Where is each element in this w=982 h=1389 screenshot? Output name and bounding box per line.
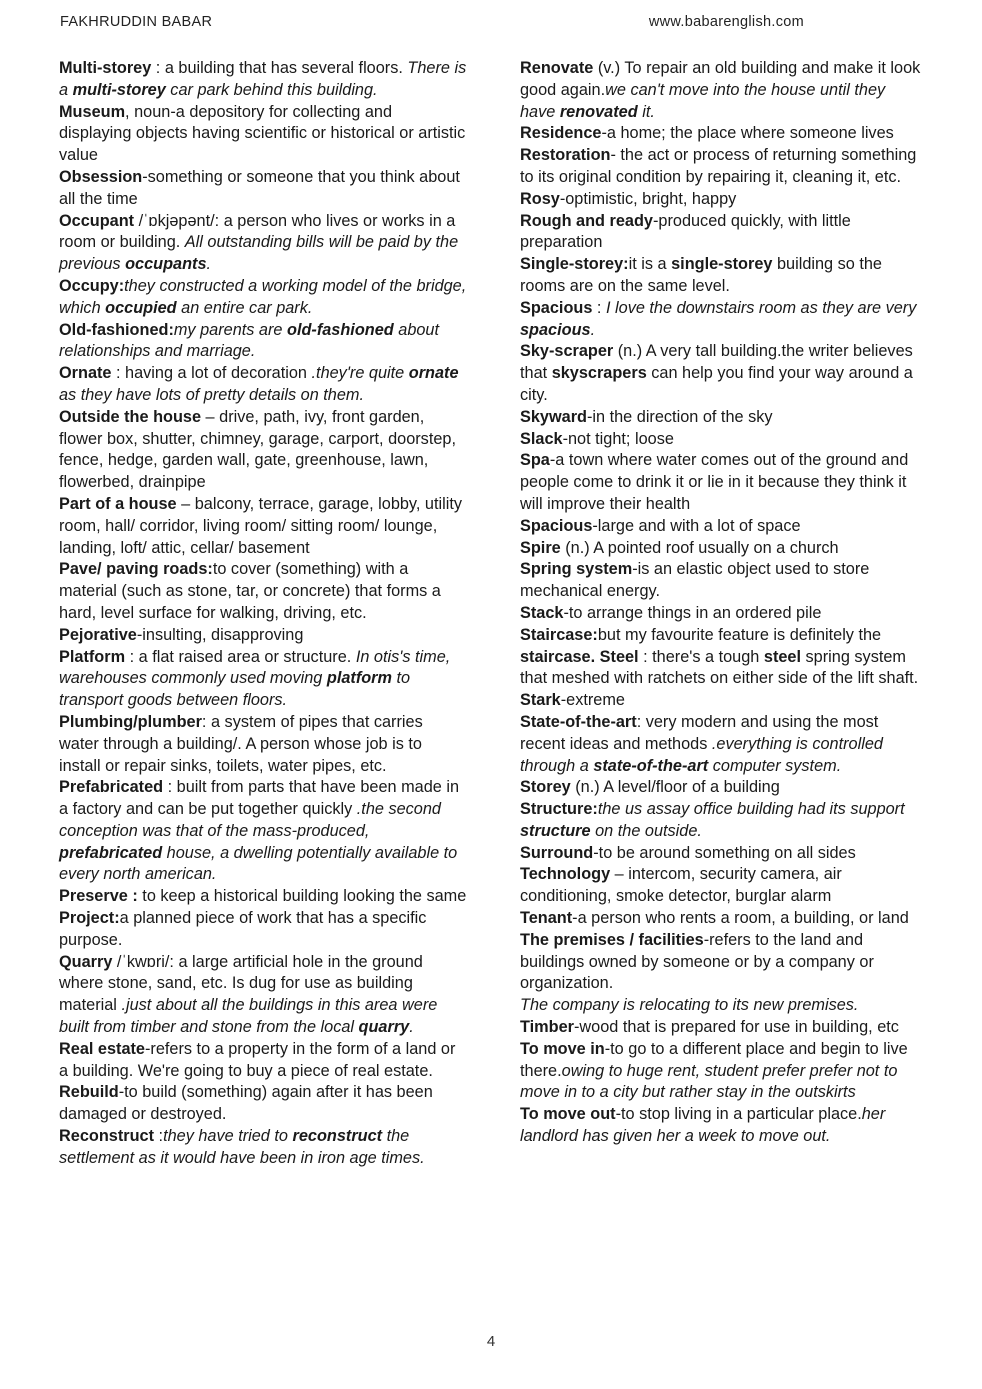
example-text: .they're quite bbox=[311, 364, 409, 383]
term: Slack bbox=[520, 429, 563, 448]
glossary-entry bbox=[59, 1082, 467, 1126]
term: Skyward bbox=[520, 407, 587, 426]
example-text: on the outside. bbox=[590, 821, 702, 840]
term: Stark bbox=[520, 691, 561, 710]
author-name: FAKHRUDDIN BABAR bbox=[60, 14, 213, 30]
term: Reconstruct bbox=[59, 1127, 154, 1146]
definition-text: : a building that has several floors. bbox=[151, 59, 408, 77]
term: The premises / facilities bbox=[520, 930, 704, 949]
definition-text: building so the rooms are on the same level. bbox=[520, 255, 882, 295]
example-text: her landlord has given her a week to move out. bbox=[520, 1105, 886, 1146]
term: Old-fashioned: bbox=[59, 320, 174, 339]
example-text: The company is relocating to its new premises. bbox=[520, 996, 859, 1015]
term: Surround bbox=[520, 843, 594, 862]
example-text: the us assay office building had its support bbox=[597, 800, 905, 819]
glossary-entry bbox=[59, 167, 467, 211]
term: Rough and ready bbox=[520, 211, 653, 230]
definition-text: -a home; the place where someone lives bbox=[601, 124, 894, 143]
definition-text: /ˈkwɒri/: a large artificial hole in the ground where stone, sand, etc. Is dug for use as building material bbox=[59, 952, 423, 1015]
glossary-entry bbox=[520, 995, 924, 1017]
example-term: occupants bbox=[125, 255, 207, 274]
glossary-entry bbox=[520, 690, 924, 712]
term: Rebuild bbox=[59, 1083, 119, 1102]
definition-text: (n.) A pointed roof usually on a church bbox=[560, 538, 839, 557]
example-text: they have tried to bbox=[163, 1127, 293, 1146]
example-text: There is a bbox=[59, 59, 467, 99]
definition-text: -not tight; loose bbox=[562, 429, 674, 448]
definition-text: -large and with a lot of space bbox=[592, 516, 801, 535]
term: State-of-the-art bbox=[520, 712, 637, 731]
example-text: . bbox=[590, 320, 596, 339]
definition-text: -extreme bbox=[560, 691, 625, 710]
term: Part of a house bbox=[59, 494, 177, 513]
definition-text: to keep a historical building looking the same bbox=[137, 887, 467, 906]
definition-text: to cover (something) with a material (such as stone, tar, or concrete) that forms a hard, level surface for walking, driving, etc. bbox=[59, 560, 441, 622]
definition-text: but my favourite feature is definitely the bbox=[597, 625, 882, 644]
definition-text: - the act or process of returning something to its original condition by repairing it, cleaning it, etc. bbox=[520, 146, 917, 186]
glossary-entry bbox=[520, 58, 924, 123]
term: Project: bbox=[59, 909, 120, 928]
definition-text: -refers to a property in the form of a land or a building. We're going to buy a piece of real estate. bbox=[59, 1039, 456, 1080]
definition-text: – drive, path, ivy, front garden, flower box, shutter, chimney, garage, carport, doorstep, fence, hedge, garden wall, gate, greenhouse, lawn, flowerbed, drainpipe bbox=[59, 407, 456, 492]
glossary-entry bbox=[59, 777, 467, 886]
term: Museum bbox=[59, 102, 126, 121]
definition-text: : a flat raised area or structure. bbox=[125, 647, 356, 666]
example-term: spacious bbox=[520, 320, 591, 339]
definition-text: (n.) A very tall building.the writer believes that bbox=[520, 342, 913, 383]
definition-text: it is a bbox=[628, 255, 672, 274]
glossary-entry bbox=[520, 799, 924, 843]
term: single-storey bbox=[671, 255, 773, 274]
glossary-entry bbox=[59, 58, 467, 102]
definition-text: (v.) To repair an old building and make it look good again. bbox=[520, 59, 921, 99]
definition-text: -to go to a different place and begin to live there. bbox=[520, 1039, 908, 1080]
glossary-entry bbox=[520, 538, 924, 560]
left-column bbox=[59, 58, 467, 1170]
definition-text: -to be around something on all sides bbox=[593, 843, 856, 862]
term: Timber bbox=[520, 1018, 574, 1037]
term: To move in bbox=[520, 1039, 605, 1058]
definition-text: : built from parts that have been made in a factory and can be put together quickly bbox=[59, 778, 460, 819]
example-text: All outstanding bills will be paid by the previous bbox=[59, 233, 459, 274]
example-text: to transport goods between floors. bbox=[59, 669, 411, 710]
term: Occupant bbox=[59, 211, 135, 230]
glossary-entry bbox=[520, 450, 924, 515]
glossary-entry bbox=[520, 559, 924, 603]
definition-text: – intercom, security camera, air conditioning, smoke detector, burglar alarm bbox=[520, 865, 842, 906]
definition-text: -to build (something) again after it has been damaged or destroyed. bbox=[59, 1083, 433, 1124]
example-term: platform bbox=[326, 669, 392, 688]
term: Structure: bbox=[520, 800, 598, 819]
term: Stack bbox=[520, 603, 564, 622]
glossary-entry bbox=[59, 494, 467, 559]
glossary-entry bbox=[59, 908, 467, 952]
definition-text: spring system that meshed with ratchets on either side of the lift shaft. bbox=[520, 647, 919, 688]
example-text: In otis's time, warehouses commonly used moving bbox=[59, 647, 451, 688]
example-term: structure bbox=[520, 821, 591, 840]
term: Single-storey: bbox=[520, 255, 629, 274]
glossary-entry bbox=[59, 211, 467, 276]
example-text: I love the downstairs room as they are very bbox=[605, 298, 917, 317]
definition-text: -in the direction of the sky bbox=[586, 407, 773, 426]
term: Multi-storey bbox=[59, 59, 152, 77]
glossary-entry bbox=[520, 407, 924, 429]
term: Pejorative bbox=[59, 625, 137, 644]
glossary-entry bbox=[520, 864, 924, 908]
example-text: about relationships and marriage. bbox=[59, 320, 440, 361]
definition-text: -to stop living in a particular place. bbox=[615, 1105, 862, 1124]
glossary-entry bbox=[59, 407, 467, 494]
example-term: occupied bbox=[105, 298, 177, 317]
term: Prefabricated bbox=[59, 778, 164, 797]
definition-text: -a person who rents a room, a building, or land bbox=[572, 909, 909, 928]
page-header bbox=[60, 14, 804, 38]
glossary-entry bbox=[59, 276, 467, 320]
example-text: house, a dwelling potentially available to every north american. bbox=[59, 843, 458, 884]
definition-text: : very modern and using the most recent ideas and methods bbox=[520, 712, 879, 753]
term: Outside the house bbox=[59, 407, 202, 426]
glossary-entry bbox=[520, 908, 924, 930]
glossary-entry bbox=[59, 1039, 467, 1083]
glossary-entry bbox=[59, 647, 467, 712]
glossary-entry bbox=[59, 625, 467, 647]
right-column bbox=[520, 58, 924, 1148]
example-term: prefabricated bbox=[59, 843, 163, 862]
glossary-entry bbox=[520, 298, 924, 342]
glossary-entry bbox=[520, 777, 924, 799]
term: Storey bbox=[520, 778, 571, 797]
definition-text: can help you find your way around a city. bbox=[520, 364, 913, 404]
example-text: . bbox=[206, 255, 212, 274]
glossary-entry bbox=[520, 930, 924, 995]
glossary-entry bbox=[520, 429, 924, 451]
term: Obsession bbox=[59, 167, 143, 186]
term: Pave/ paving roads: bbox=[59, 560, 213, 579]
definition-text: a planned piece of work that has a specific purpose. bbox=[59, 909, 427, 949]
term: Quarry bbox=[59, 952, 113, 971]
definition-text: – balcony, terrace, garage, lobby, utility room, hall/ corridor, living room/ sitting room/ lounge, landing, loft/ attic, cellar/ basement bbox=[59, 494, 462, 557]
glossary-entry bbox=[59, 712, 467, 777]
glossary-entry bbox=[520, 1039, 924, 1104]
glossary-entry bbox=[59, 320, 467, 364]
example-term: multi-storey bbox=[72, 80, 166, 99]
term: Renovate bbox=[520, 59, 594, 77]
example-text: an entire car park. bbox=[176, 298, 313, 317]
definition-text: -a town where water comes out of the ground and people come to drink it or lie in it because they think it will improve their health bbox=[520, 451, 909, 513]
glossary-entry bbox=[59, 363, 467, 407]
term: staircase. Steel bbox=[520, 647, 639, 666]
term: Spacious bbox=[520, 298, 593, 317]
definition-text: : there's a tough bbox=[638, 647, 764, 666]
glossary-entry bbox=[59, 952, 467, 1039]
glossary-entry bbox=[59, 102, 467, 167]
glossary-entry bbox=[520, 254, 924, 298]
definition-text: -to arrange things in an ordered pile bbox=[563, 603, 822, 622]
term: Ornate bbox=[59, 364, 112, 383]
example-term: renovated bbox=[559, 102, 638, 121]
term: Platform bbox=[59, 647, 126, 666]
term: Occupy: bbox=[59, 276, 125, 295]
definition-text: -insulting, disapproving bbox=[136, 625, 304, 644]
glossary-entry bbox=[520, 1017, 924, 1039]
term: To move out bbox=[520, 1105, 616, 1124]
glossary-entry bbox=[59, 886, 467, 908]
glossary-entry bbox=[59, 1126, 467, 1170]
definition-text: : a system of pipes that carries water through a building/. A person whose job is to install or repair sinks, toilets, water pipes, etc. bbox=[59, 712, 423, 775]
glossary-entry bbox=[520, 341, 924, 406]
example-text: .the second conception was that of the mass-produced, bbox=[59, 800, 441, 840]
term: Spire bbox=[520, 538, 561, 557]
example-term: ornate bbox=[408, 364, 459, 383]
glossary-entry bbox=[520, 712, 924, 777]
example-text: owing to huge rent, student prefer prefer not to move in to a city but rather stay in the outskirts bbox=[520, 1061, 898, 1102]
definition-text: -something or someone that you think about all the time bbox=[59, 167, 460, 208]
example-term: reconstruct bbox=[292, 1127, 383, 1146]
term: Spacious bbox=[520, 516, 593, 535]
example-text: we can't move into the house until they have bbox=[520, 80, 886, 121]
glossary-entry bbox=[520, 625, 924, 690]
glossary-entry bbox=[59, 559, 467, 624]
page-number: 4 bbox=[486, 1333, 496, 1350]
definition-text: -optimistic, bright, happy bbox=[559, 189, 737, 208]
example-term: quarry bbox=[358, 1018, 410, 1037]
glossary-entry bbox=[520, 211, 924, 255]
example-text: .just about all the buildings in this area were built from timber and stone from the local bbox=[59, 996, 438, 1037]
example-text: the settlement as it would have been in iron age times. bbox=[59, 1127, 425, 1167]
example-text: they constructed a working model of the bridge, which bbox=[59, 276, 467, 317]
definition-text: : bbox=[154, 1127, 164, 1146]
definition-text: -is an elastic object used to store mechanical energy. bbox=[520, 560, 870, 601]
example-text: as they have lots of pretty details on them. bbox=[59, 385, 364, 404]
example-text: . bbox=[409, 1018, 414, 1037]
term: Staircase: bbox=[520, 625, 598, 644]
example-text: my parents are bbox=[173, 320, 287, 339]
definition-text: -produced quickly, with little preparation bbox=[520, 211, 851, 252]
term: Residence bbox=[520, 124, 602, 143]
term: Tenant bbox=[520, 909, 573, 928]
example-text: .everything is controlled through a bbox=[520, 734, 883, 775]
term: Sky-scraper bbox=[520, 342, 614, 361]
term: skyscrapers bbox=[551, 364, 647, 383]
definition-text: (n.) A level/floor of a building bbox=[570, 778, 780, 797]
glossary-entry bbox=[520, 516, 924, 538]
term: Restoration bbox=[520, 146, 611, 165]
glossary-entry bbox=[520, 843, 924, 865]
example-text: computer system. bbox=[708, 756, 842, 775]
definition-text: , noun-a depository for collecting and displaying objects having scientific or historical or artistic value bbox=[59, 102, 466, 165]
definition-text: : bbox=[592, 298, 606, 317]
term: Spa bbox=[520, 451, 550, 470]
term: Technology bbox=[520, 865, 611, 884]
definition-text: -refers to the land and buildings owned by someone or by a company or organization. bbox=[520, 930, 874, 993]
glossary-entry bbox=[520, 145, 924, 189]
example-term: state-of-the-art bbox=[593, 756, 709, 775]
example-text: car park behind this building. bbox=[165, 80, 378, 99]
definition-text: /ˈɒkjəpənt/: a person who lives or works in a room or building. bbox=[59, 211, 456, 252]
definition-text: : having a lot of decoration bbox=[111, 364, 312, 383]
term: Plumbing/plumber bbox=[59, 712, 202, 731]
glossary-entry bbox=[520, 1104, 924, 1148]
glossary-entry bbox=[520, 603, 924, 625]
term: Rosy bbox=[520, 189, 560, 208]
glossary-entry bbox=[520, 189, 924, 211]
website-url[interactable]: www.babarenglish.com bbox=[648, 14, 804, 30]
term: Preserve : bbox=[59, 887, 138, 906]
definition-text: -wood that is prepared for use in building, etc bbox=[574, 1018, 899, 1037]
example-text: it. bbox=[637, 102, 655, 121]
example-term: old-fashioned bbox=[287, 320, 394, 339]
term: Spring system bbox=[520, 560, 633, 579]
glossary-entry bbox=[520, 123, 924, 145]
term: Real estate bbox=[59, 1039, 145, 1058]
term: steel bbox=[763, 647, 802, 666]
